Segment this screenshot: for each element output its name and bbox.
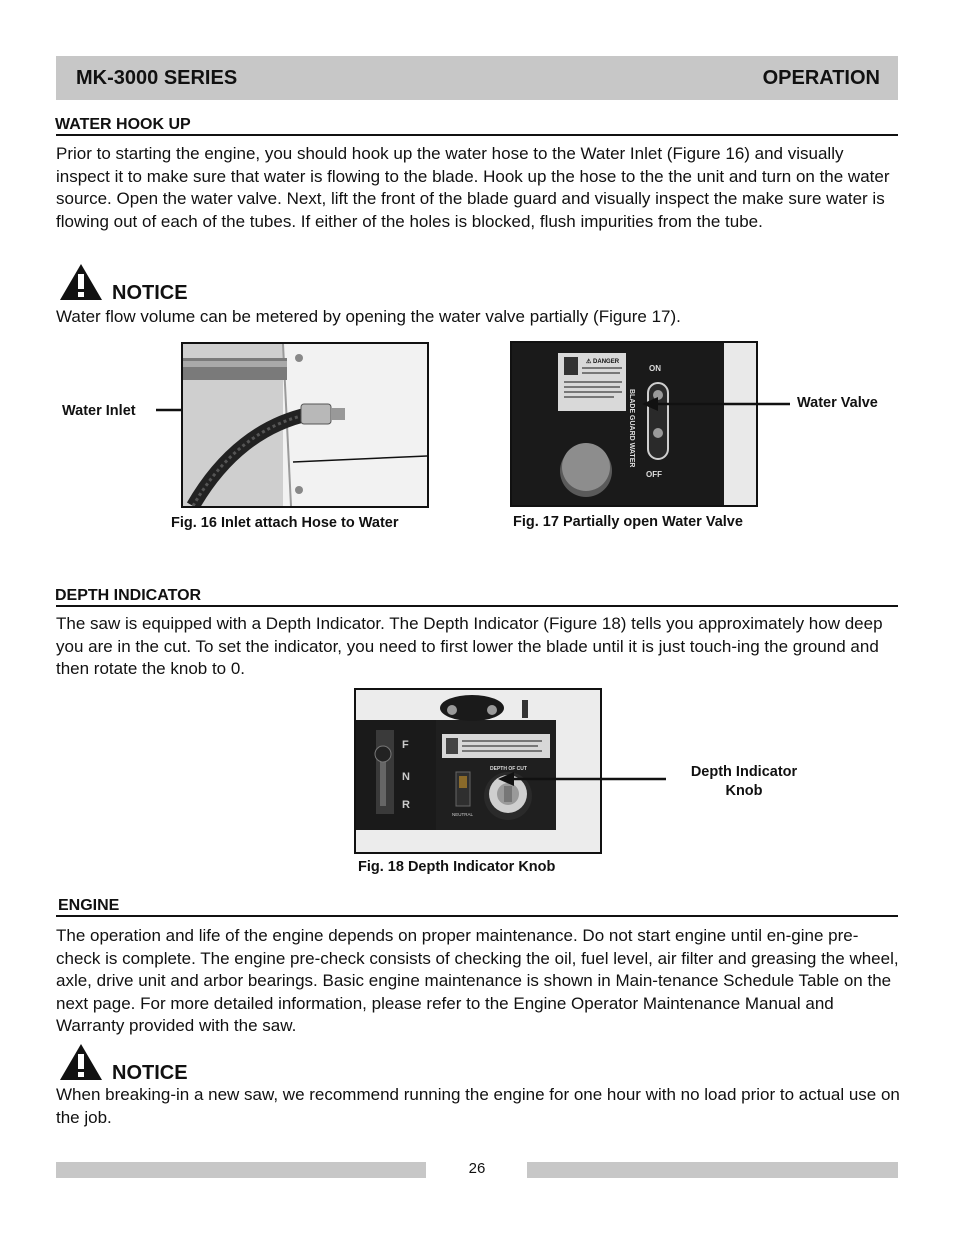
engine-body: The operation and life of the engine depends on proper maintenance. Do not start engine until en-gine pre-check is complete. The engine pre-check consists of checking the oil, fuel level, air filter and greasing the wheel, axle, drive unit and arbor bearings. Basic engine maintenance is shown in Main-tenance Schedule Table on the next page. For more detailed information, please refer to the Engine Operator Maintenance Manual and Warranty provided with the saw. (56, 926, 899, 1035)
warning-triangle-icon (58, 262, 104, 302)
valve-off-label: OFF (646, 470, 662, 479)
fig17-photo (510, 341, 758, 507)
valve-vertical-label: BLADE GUARD WATER (628, 389, 635, 468)
arrow-left-icon (640, 392, 792, 416)
header-section: OPERATION (762, 67, 880, 89)
fig16-photo (181, 342, 429, 508)
arrow-left-icon (496, 767, 668, 791)
fig16-caption: Fig. 16 Inlet attach Hose to Water (171, 515, 399, 531)
gear-n-label: N (402, 771, 410, 783)
footer-bar-right (527, 1162, 898, 1178)
water-hookup-body: Prior to starting the engine, you should hook up the water hose to the Water Inlet (Figure 16) and visually inspect it to make sure that water is flowing to the blade. Hook up the hose to the the unit and turn on the water source. Open the water valve. Next, lift the front of the blade guard and visually inspect the make sure water is flowing out of each of the tubes. If either of the holes is blocked, flush impurities from the tube. (56, 144, 890, 231)
footer-bar-left (56, 1162, 426, 1178)
depth-indicator-body: The saw is equipped with a Depth Indicator. The Depth Indicator (Figure 18) tells you approximately how deep you are in the cut. To set the indicator, you need to first lower the blade until it is just touch-ing the ground and then rotate the knob to 0. (56, 614, 883, 678)
water-inlet-illustration (183, 344, 427, 506)
notice-2-body: When breaking-in a new saw, we recommend running the engine for one hour with no load prior to actual use on the job. (56, 1085, 900, 1127)
fig18-callout-label (682, 763, 806, 801)
fig18-callout-line2: Knob (725, 783, 763, 799)
notice-1-body: Water flow volume can be metered by opening the water valve partially (Figure 17). (56, 307, 681, 326)
fig17-caption: Fig. 17 Partially open Water Valve (513, 514, 743, 530)
fig18-caption: Fig. 18 Depth Indicator Knob (358, 859, 556, 875)
page-number: 26 (468, 1160, 486, 1177)
depth-indicator-title: DEPTH INDICATOR (55, 587, 202, 604)
fig18-callout-line1: Depth Indicator (690, 764, 798, 780)
gear-r-label: R (402, 799, 410, 811)
engine-title: ENGINE (58, 897, 120, 914)
fig17-callout-label: Water Valve (797, 395, 878, 411)
water-valve-illustration (512, 343, 756, 505)
section-rule (56, 605, 898, 607)
header-bar (56, 56, 898, 100)
notice-title: NOTICE (112, 282, 188, 304)
dial-label: DEPTH OF CUT (490, 766, 527, 772)
water-hookup-title: WATER HOOK UP (55, 116, 191, 133)
notice-title: NOTICE (112, 1062, 188, 1084)
fig16-callout-label: Water Inlet (62, 403, 136, 419)
section-rule (56, 915, 898, 917)
warning-sticker-label: ⚠ DANGER (586, 359, 620, 365)
valve-on-label: ON (649, 364, 661, 373)
section-rule (56, 134, 898, 136)
header-series: MK-3000 SERIES (76, 67, 238, 89)
warning-triangle-icon (58, 1042, 104, 1082)
gear-f-label: F (402, 739, 409, 751)
neutral-switch-label: NEUTRAL (452, 812, 474, 817)
